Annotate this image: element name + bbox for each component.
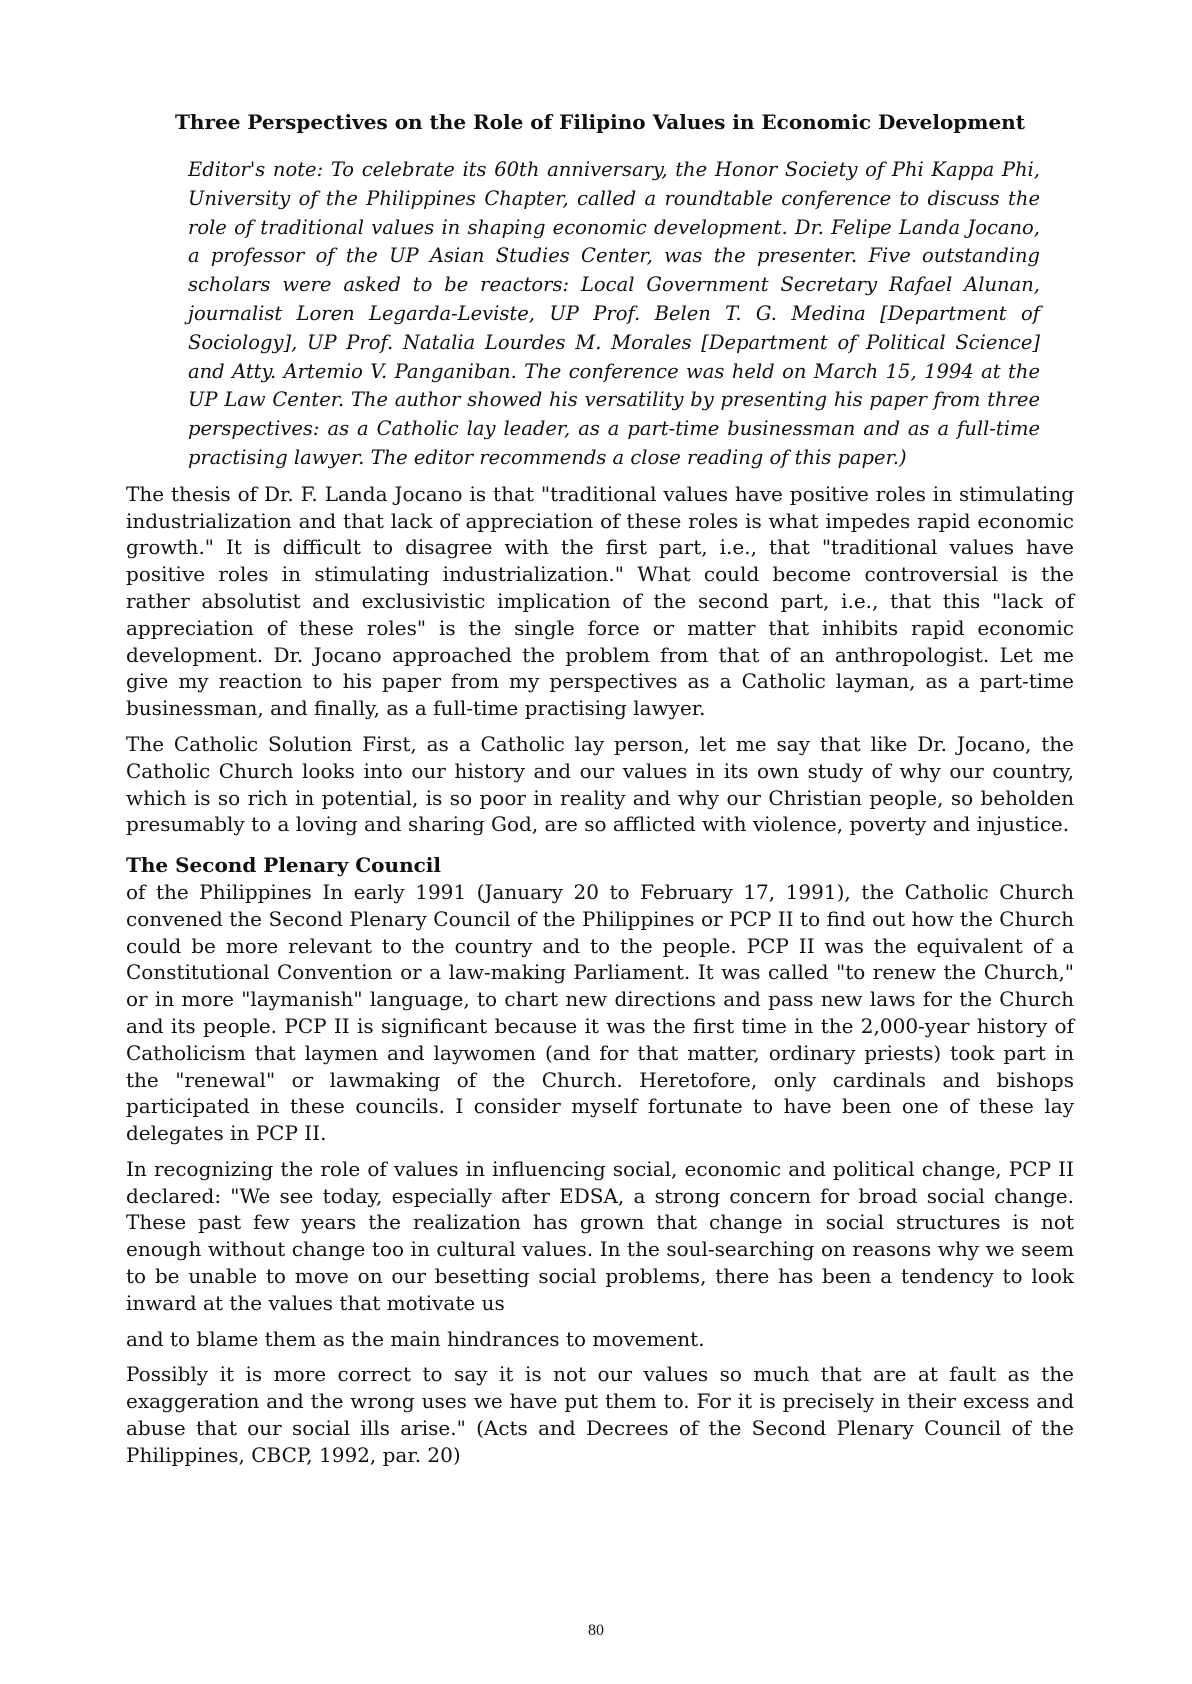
- paragraph-values-role: In recognizing the role of values in influencing social, economic and political change, PCP II declared: "We see today, especially after EDSA, a strong concern for broad social change. These past few years the realization has grown that change in social structures is not enough without change too in cultural values. In the soul-searching on reasons why we seem to be unable to move on our besetting social problems, there has been a tendency to look inward at the values that motivate us: [126, 1156, 1074, 1315]
- section-heading-plenary-council: The Second Plenary Council: [126, 853, 441, 878]
- paragraph-hindrances: and to blame them as the main hindrances to movement.: [126, 1326, 705, 1351]
- document-title: Three Perspectives on the Role of Filipino Values in Economic Development: [175, 110, 1025, 134]
- page-number: 80: [588, 1622, 604, 1639]
- paragraph-pcp-ii: of the Philippines In early 1991 (January 20 to February 17, 1991), the Catholic Church convened the Second Plenary Council of the Philippines or PCP II to find out how the Church could be more relevant to the country and to the people. PCP II was the equivalent of a Constitutional Convention or a law-making Parliament. It was called "to renew the Church," or in more "laymanish" language, to chart new directions and pass new laws for the Church and its people. PCP II is significant because it was the first time in the 2,000-year history of Catholicism that laymen and laywomen (and for that matter, ordinary priests) took part in the "renewal" or lawmaking of the Church. Heretofore, only cardinals and bishops participated in these councils. I consider myself fortunate to have been one of these lay delegates in PCP II.: [126, 879, 1074, 1146]
- editor-note: Editor's note: To celebrate its 60th anniversary, the Honor Society of Phi Kappa Phi, University of the Philippines Chapter, called a roundtable conference to discuss the role of traditional values in shaping economic development. Dr. Felipe Landa Jocano, a professor of the UP Asian Studies Center, was the presenter. Five outstanding scholars were asked to be reactors: Local Government Secretary Rafael Alunan, journalist Loren Legarda-Leviste, UP Prof. Belen T. G. Medina [Department of Sociology], UP Prof. Natalia Lourdes M. Morales [Department of Political Science] and Atty. Artemio V. Panganiban. The conference was held on March 15, 1994 at the UP Law Center. The author showed his versatility by presenting his paper from three perspectives: as a Catholic lay leader, as a part-time businessman and as a full-time practising lawyer. The editor recommends a close reading of this paper.): [188, 158, 1040, 469]
- document-body: [126, 108, 1074, 1478]
- paragraph-thesis: The thesis of Dr. F. Landa Jocano is that "traditional values have positive roles in stimulating industrialization and that lack of appreciation of these roles is what impedes rapid economic growth." It is difficult to disagree with the first part, i.e., that "traditional values have positive roles in stimulating industrialization." What could become controversial is the rather absolutist and exclusivistic implication of the second part, i.e., that this "lack of appreciation of these roles" is the single force or matter that inhibits rapid economic development. Dr. Jocano approached the problem from that of an anthropologist. Let me give my reaction to his paper from my perspectives as a Catholic layman, as a part-time businessman, and finally, as a full-time practising lawyer.: [126, 481, 1074, 721]
- paragraph-catholic-solution: The Catholic Solution First, as a Catholic lay person, let me say that like Dr. Jocano, the Catholic Church looks into our history and our values in its own study of why our country, which is so rich in potential, is so poor in reality and why our Christian people, so beholden presumably to a loving and sharing God, are so afflicted with violence, poverty and injustice.: [126, 731, 1074, 837]
- paragraph-excess-abuse: Possibly it is more correct to say it is not our values so much that are at fault as the exaggeration and the wrong uses we have put them to. For it is precisely in their excess and abuse that our social ills arise." (Acts and Decrees of the Second Plenary Council of the Philippines, CBCP, 1992, par. 20): [126, 1362, 1074, 1467]
